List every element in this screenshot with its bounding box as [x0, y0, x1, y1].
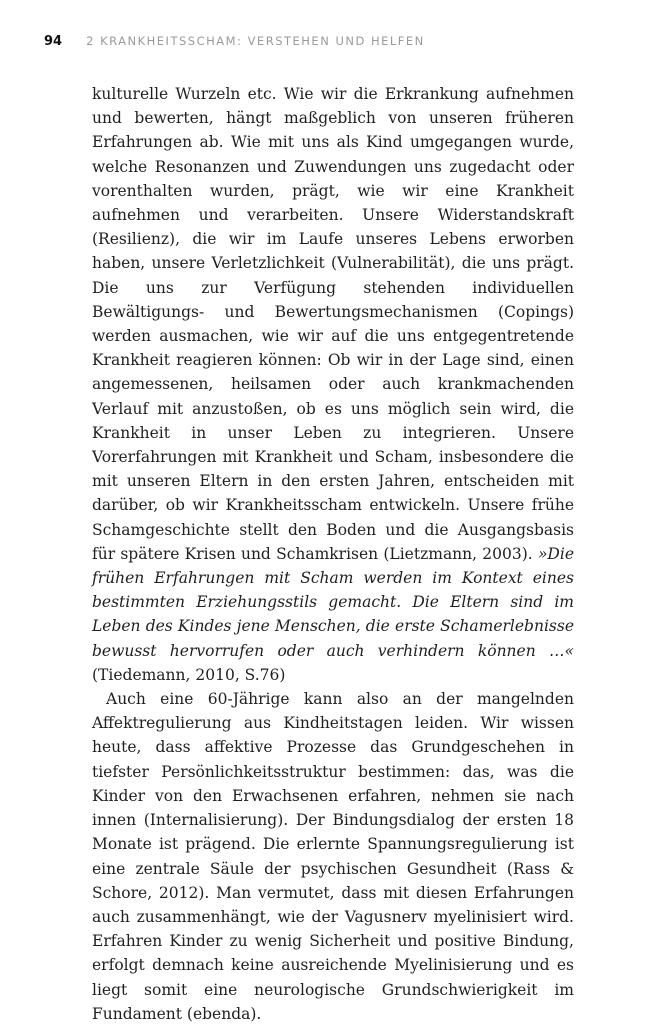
- running-head: [44, 34, 425, 54]
- paragraph-1-text: kulturelle Wurzeln etc. Wie wir die Erkrankung aufnehmen und bewerten, hängt maßgeblich von unseren früheren Erfahrungen ab. Wie mit uns als Kind umgegangen wurde, welche Resonanzen und Zuwendungen uns zugedacht oder vorenthalten wurden, prägt, wie wir eine Krankheit aufnehmen und verarbeiten. Unsere Widerstandskraft (Resilienz), die wir im Laufe unseres Lebens erworben haben, unsere Verletzlichkeit (Vulnerabilität), die uns prägt. Die uns zur Verfügung stehenden individuellen Bewältigungs- und Bewertungsmechanismen (Copings) werden ausmachen, wie wir auf die uns entgegentretende Krankheit reagieren können: Ob wir in der Lage sind, einen angemessenen, heilsamen oder auch krankmachenden Verlauf mit anzustoßen, ob es uns möglich sein wird, die Krankheit in unser Leben zu integrieren. Unsere Vorerfahrungen mit Krankheit und Scham, insbesondere die mit unseren Eltern in den ersten Jahren, entscheiden mit darüber, ob wir Krankheitsscham entwickeln. Unsere frühe Schamgeschichte stellt den Boden und die Ausgangsbasis für spätere Krisen und Schamkrisen (Lietzmann, 2003).: [92, 85, 574, 563]
- paragraph-1: [92, 82, 574, 687]
- quote-citation: (Tiedemann, 2010, S.76): [92, 665, 286, 684]
- paragraph-2: Auch eine 60-Jährige kann also an der mangelnden Affektregulierung aus Kindheitstagen leiden. Wir wissen heute, dass affektive Prozesse das Grundgeschehen in tiefster Persönlichkeitsstruktur bestimmen: das, was die Kinder von den Erwachsenen erfahren, nehmen sie nach innen (Internalisierung). Der Bindungsdialog der ersten 18 Monate ist prägend. Die erlernte Spannungsregulierung ist eine zentrale Säule der psychischen Gesundheit (Rass & Schore, 2012). Man vermutet, dass mit diesen Erfahrungen auch zusammenhängt, wie der Vagusnerv myelinisiert wird. Erfahren Kinder zu wenig Sicherheit und positive Bindung, erfolgt demnach keine ausreichende Myelinisierung und es liegt somit eine neurologische Grundschwierigkeit im Fundament (ebenda).: [92, 690, 574, 1023]
- body-text: [92, 82, 574, 1026]
- block-quote: »Die frühen Erfahrungen mit Scham werden im Kontext eines bestimmten Erziehungsstils gemacht. Die Eltern sind im Leben des Kindes jene Menschen, die erste Schamerlebnisse bewusst hervorrufen oder auch verhindern können …«: [92, 544, 574, 660]
- page-number: 94: [44, 34, 63, 49]
- chapter-title: 2 KRANKHEITSSCHAM: VERSTEHEN UND HELFEN: [86, 34, 425, 48]
